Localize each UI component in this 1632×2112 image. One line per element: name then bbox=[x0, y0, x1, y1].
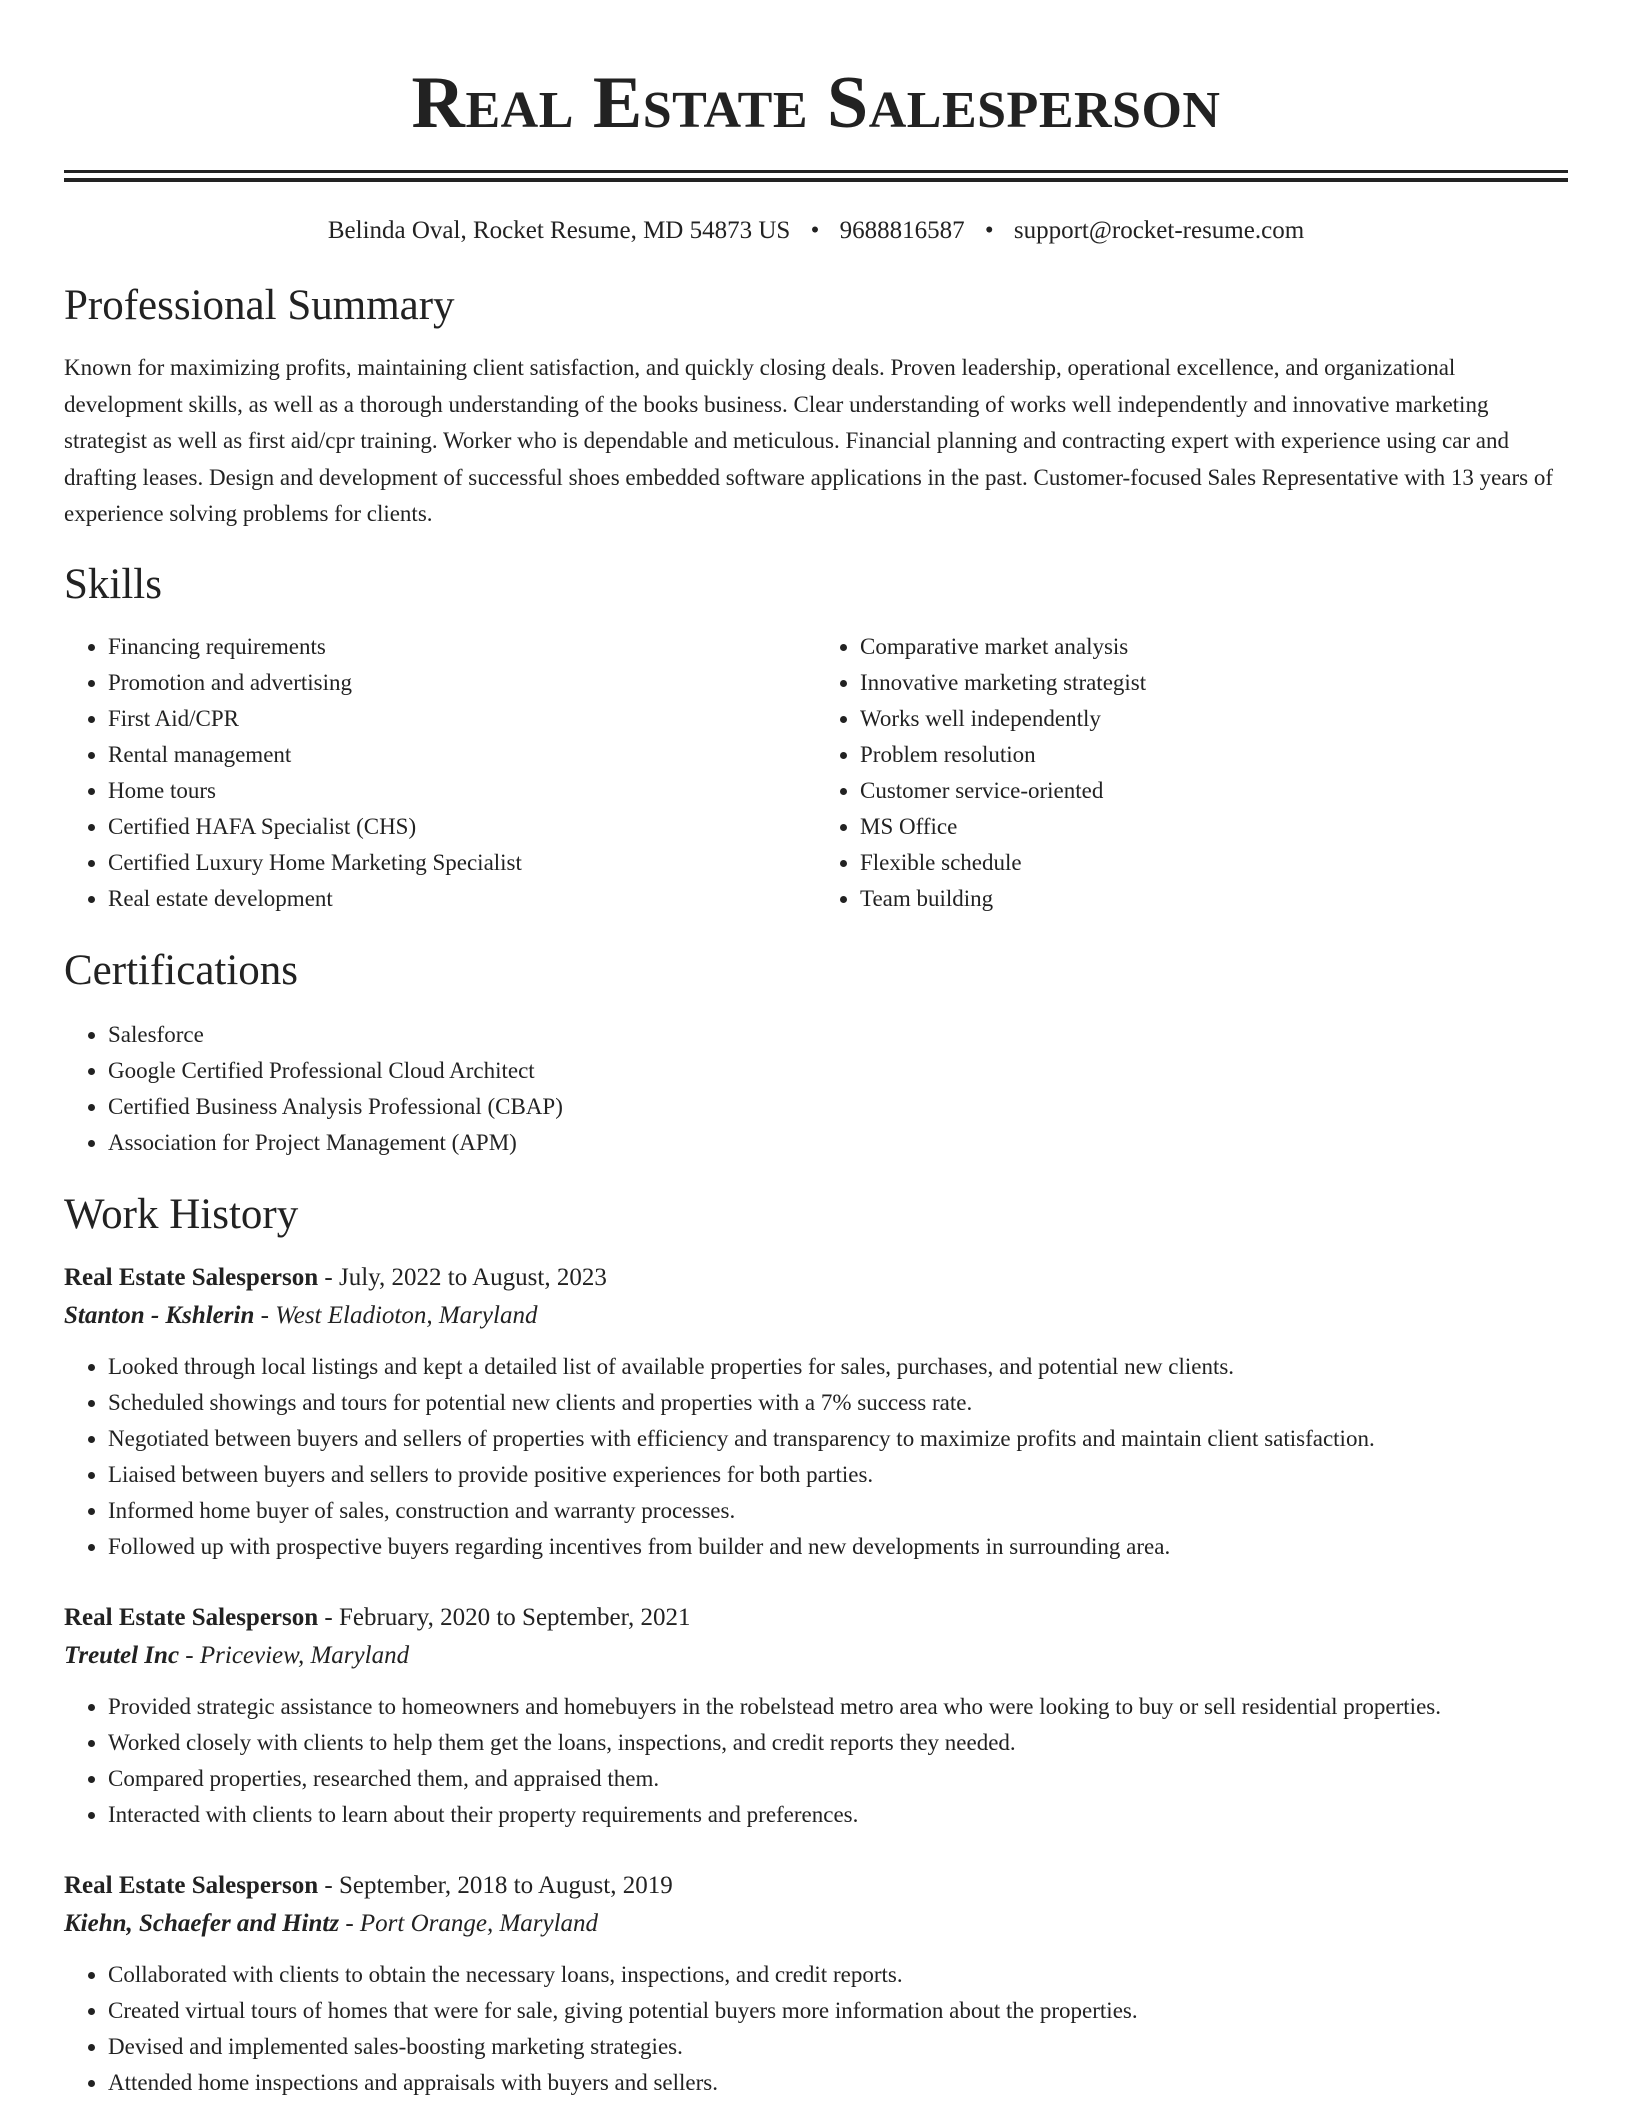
job-bullet: • Provided strategic assistance to homeowners and homebuyers in the robelstead metro area who were looking to buy or sell residential properties. bbox=[108, 1689, 1568, 1725]
skill-item: • Financing requirements bbox=[108, 629, 816, 665]
job-title: Real Estate Salesperson bbox=[64, 1263, 319, 1291]
contact-separator: • bbox=[810, 217, 820, 244]
job-dates: February, 2020 to September, 2021 bbox=[338, 1603, 691, 1631]
skill-item: • Certified Luxury Home Marketing Specialist bbox=[108, 845, 816, 881]
skill-item: • Certified HAFA Specialist (CHS) bbox=[108, 809, 816, 845]
job-dash: - bbox=[318, 1263, 339, 1291]
job-location: Port Orange, Maryland bbox=[359, 1909, 599, 1937]
job-bullets bbox=[64, 1349, 1568, 1565]
job-location: West Eladioton, Maryland bbox=[275, 1301, 538, 1329]
certifications-list bbox=[64, 1017, 1568, 1161]
job-company-line bbox=[64, 1297, 1568, 1335]
job-bullet: • Followed up with prospective buyers regarding incentives from builder and new developments in surrounding area. bbox=[108, 1529, 1568, 1565]
contact-address: Belinda Oval, Rocket Resume, MD 54873 US bbox=[327, 217, 791, 244]
skill-item: • Home tours bbox=[108, 773, 816, 809]
skill-item: • Comparative market analysis bbox=[860, 629, 1568, 665]
job-dash: - bbox=[179, 1641, 200, 1669]
job-bullet: • Collaborated with clients to obtain the necessary loans, inspections, and credit reports. bbox=[108, 1957, 1568, 1993]
job-title-line bbox=[64, 1259, 1568, 1297]
work-history-heading: Work History bbox=[64, 1190, 299, 1238]
contact-phone: 9688816587 bbox=[839, 217, 965, 244]
job-entry bbox=[64, 1867, 1568, 2101]
job-bullet: • Interacted with clients to learn about their property requirements and preferences. bbox=[108, 1797, 1568, 1833]
job-company: Kiehn, Schaefer and Hintz bbox=[64, 1909, 340, 1937]
skills-heading: Skills bbox=[64, 560, 162, 608]
skill-item: • Flexible schedule bbox=[860, 845, 1568, 881]
job-dash: - bbox=[339, 1909, 360, 1937]
job-company: Stanton - Kshlerin bbox=[64, 1301, 255, 1329]
skills-list-left bbox=[64, 629, 816, 917]
job-title: Real Estate Salesperson bbox=[64, 1871, 319, 1899]
skills-list-right bbox=[816, 629, 1568, 917]
job-dash: - bbox=[318, 1871, 339, 1899]
certification-item: • Association for Project Management (APM) bbox=[108, 1125, 1568, 1161]
job-bullet: • Worked closely with clients to help them get the loans, inspections, and credit reports they needed. bbox=[108, 1725, 1568, 1761]
certification-item: • Salesforce bbox=[108, 1017, 1568, 1053]
job-bullets bbox=[64, 1957, 1568, 2101]
job-company-line bbox=[64, 1905, 1568, 1943]
skill-item: • Real estate development bbox=[108, 881, 816, 917]
job-bullets bbox=[64, 1689, 1568, 1833]
job-dash: - bbox=[318, 1603, 339, 1631]
contact-email[interactable]: support@rocket-resume.com bbox=[1013, 217, 1305, 244]
job-title-line bbox=[64, 1599, 1568, 1637]
job-bullet: • Scheduled showings and tours for potential new clients and properties with a 7% success rate. bbox=[108, 1385, 1568, 1421]
work-history-list bbox=[64, 1259, 1568, 2101]
job-bullet: • Compared properties, researched them, and appraised them. bbox=[108, 1761, 1568, 1797]
job-bullet: • Negotiated between buyers and sellers of properties with efficiency and transparency to maximize profits and maintain client satisfaction. bbox=[108, 1421, 1568, 1457]
skill-item: • Promotion and advertising bbox=[108, 665, 816, 701]
skills-columns bbox=[64, 629, 1568, 917]
skill-item: • Problem resolution bbox=[860, 737, 1568, 773]
job-entry bbox=[64, 1599, 1568, 1833]
skill-item: • Team building bbox=[860, 881, 1568, 917]
skill-item: • Innovative marketing strategist bbox=[860, 665, 1568, 701]
job-bullet: • Looked through local listings and kept a detailed list of available properties for sales, purchases, and potential new clients. bbox=[108, 1349, 1568, 1385]
job-dash: - bbox=[254, 1301, 276, 1329]
job-title-line bbox=[64, 1867, 1568, 1905]
summary-text: Known for maximizing profits, maintaining client satisfaction, and quickly closing deals. Proven leadership, operational excellence, and organizational development skills, as well as a thorough understanding of the books business. Clear understanding of works well independently and innovative marketing strategist as well as first aid/cpr training. Worker who is dependable and meticulous. Financial planning and contracting expert with experience using car and drafting leases. Design and development of successful shoes embedded software applications in the past. Customer-focused Sales Representative with 13 years of experience solving problems for clients. bbox=[64, 355, 1554, 526]
job-bullet: • Created virtual tours of homes that were for sale, giving potential buyers more information about the properties. bbox=[108, 1993, 1568, 2029]
skill-item: • First Aid/CPR bbox=[108, 701, 816, 737]
resume-title: Real Estate Salesperson bbox=[411, 62, 1221, 144]
job-bullet: • Liaised between buyers and sellers to provide positive experiences for both parties. bbox=[108, 1457, 1568, 1493]
job-bullet: • Devised and implemented sales-boosting marketing strategies. bbox=[108, 2029, 1568, 2065]
skill-item: • Works well independently bbox=[860, 701, 1568, 737]
summary-heading: Professional Summary bbox=[64, 282, 455, 329]
skill-item: • MS Office bbox=[860, 809, 1568, 845]
job-entry bbox=[64, 1259, 1568, 1565]
certification-item: • Certified Business Analysis Professional (CBAP) bbox=[108, 1089, 1568, 1125]
skill-item: • Rental management bbox=[108, 737, 816, 773]
certifications-heading: Certifications bbox=[64, 946, 299, 994]
job-dates: September, 2018 to August, 2019 bbox=[338, 1871, 673, 1899]
job-company: Treutel Inc bbox=[64, 1641, 180, 1669]
certification-item: • Google Certified Professional Cloud Architect bbox=[108, 1053, 1568, 1089]
job-location: Priceview, Maryland bbox=[199, 1641, 410, 1669]
title-divider bbox=[64, 170, 1568, 182]
skill-item: • Customer service-oriented bbox=[860, 773, 1568, 809]
contact-line bbox=[64, 216, 1568, 246]
job-title: Real Estate Salesperson bbox=[64, 1603, 319, 1631]
job-bullet: • Attended home inspections and appraisals with buyers and sellers. bbox=[108, 2065, 1568, 2101]
job-dates: July, 2022 to August, 2023 bbox=[338, 1263, 607, 1291]
job-company-line bbox=[64, 1637, 1568, 1675]
job-bullet: • Informed home buyer of sales, construction and warranty processes. bbox=[108, 1493, 1568, 1529]
contact-separator: • bbox=[984, 217, 994, 244]
